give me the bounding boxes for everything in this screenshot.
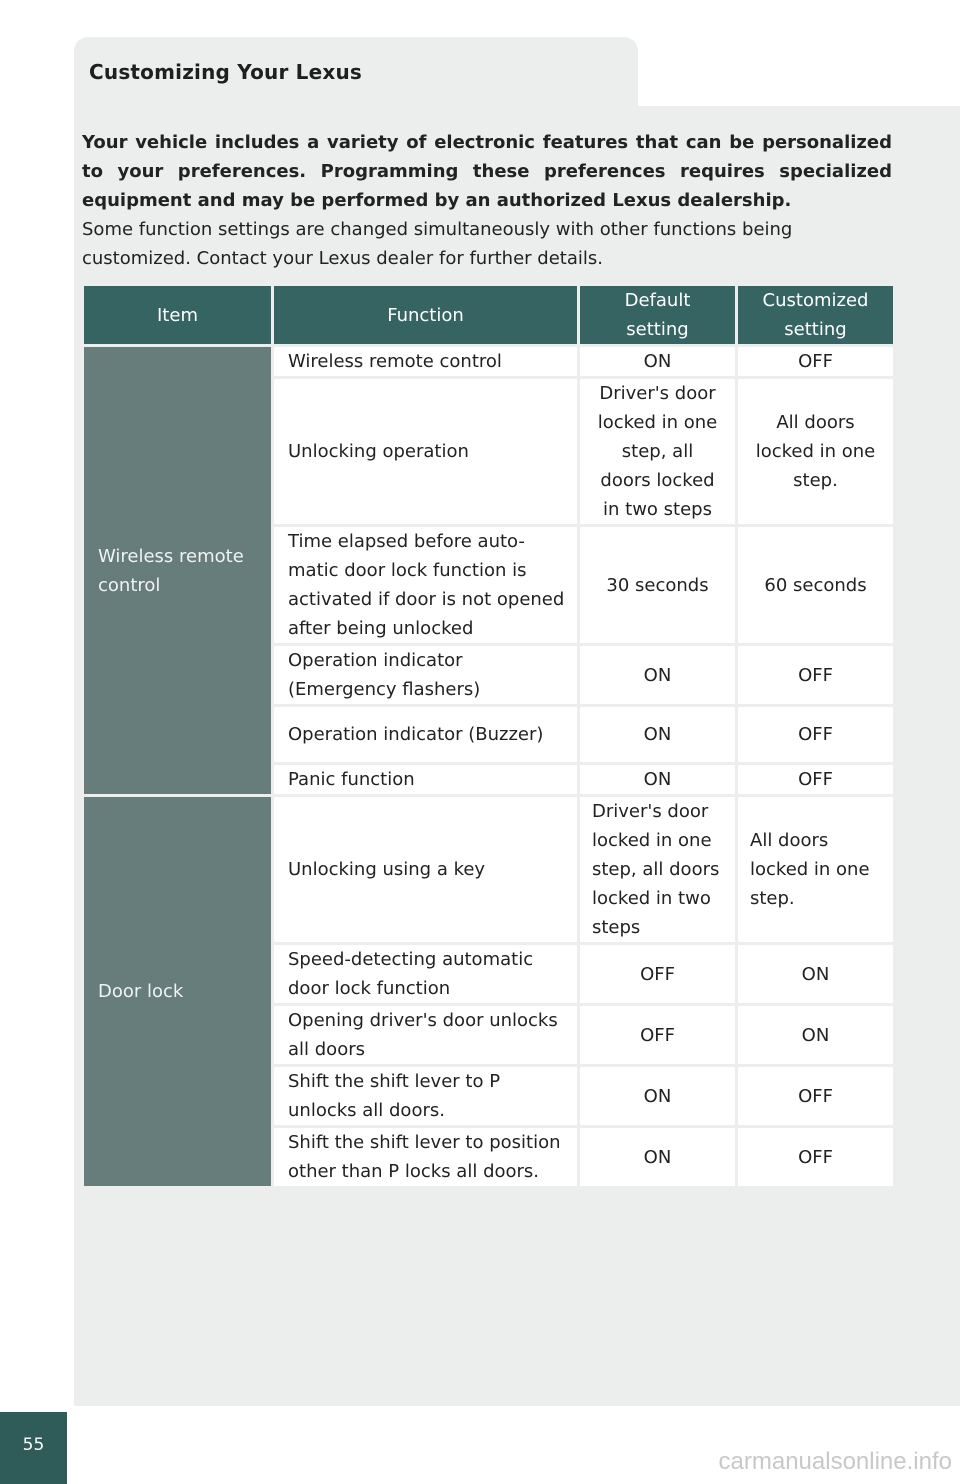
custom-cell: 60 seconds	[737, 526, 895, 645]
custom-cell: OFF	[737, 764, 895, 796]
default-cell: ON	[579, 706, 737, 764]
function-cell: Time elapsed before auto-matic door lock function is activated if door is not opened after being unlocked	[273, 526, 579, 645]
default-cell: Driver's door locked in one step, all doors locked in two steps	[579, 796, 737, 944]
header-default: Default setting	[579, 285, 737, 346]
custom-cell: OFF	[737, 1066, 895, 1127]
function-cell: Unlocking operation	[273, 378, 579, 526]
intro-bold-paragraph: Your vehicle includes a variety of electronic features that can be personalized to your preferences. Programming these preferences requires specialized equipment and may be performed by an authorized Lexus dealership.	[82, 132, 892, 211]
table-header-row	[83, 285, 895, 346]
table-row	[83, 346, 895, 378]
function-cell: Speed-detecting automatic door lock function	[273, 944, 579, 1005]
default-cell: OFF	[579, 944, 737, 1005]
default-cell: ON	[579, 1066, 737, 1127]
settings-table	[81, 283, 893, 1189]
section-title: Customizing Your Lexus	[89, 60, 363, 84]
function-cell: Shift the shift lever to position other than P locks all doors.	[273, 1127, 579, 1188]
default-cell: OFF	[579, 1005, 737, 1066]
function-cell: Shift the shift lever to P unlocks all doors.	[273, 1066, 579, 1127]
custom-cell: All doors locked in one step.	[737, 796, 895, 944]
custom-cell: OFF	[737, 1127, 895, 1188]
function-cell: Unlocking using a key	[273, 796, 579, 944]
page-number: 55	[0, 1412, 67, 1484]
default-cell: 30 seconds	[579, 526, 737, 645]
item-cell-door-lock: Door lock	[83, 796, 273, 1188]
watermark: carmanualsonline.info	[718, 1448, 952, 1475]
custom-cell: OFF	[737, 645, 895, 706]
custom-cell: OFF	[737, 706, 895, 764]
intro-paragraph: Some function settings are changed simultaneously with other functions being customized. Contact your Lexus dealer for further details.	[82, 219, 793, 269]
function-cell: Opening driver's door unlocks all doors	[273, 1005, 579, 1066]
header-customized: Customized setting	[737, 285, 895, 346]
item-cell-wireless: Wireless remote control	[83, 346, 273, 796]
function-cell: Wireless remote control	[273, 346, 579, 378]
default-cell: ON	[579, 346, 737, 378]
custom-cell: ON	[737, 944, 895, 1005]
default-cell: ON	[579, 645, 737, 706]
custom-cell: OFF	[737, 346, 895, 378]
default-cell: ON	[579, 764, 737, 796]
function-cell: Operation indicator (Buzzer)	[273, 706, 579, 764]
function-cell: Operation indicator (Emergency flashers)	[273, 645, 579, 706]
default-cell: ON	[579, 1127, 737, 1188]
header-item: Item	[83, 285, 273, 346]
table-row	[83, 796, 895, 944]
function-cell: Panic function	[273, 764, 579, 796]
custom-cell: ON	[737, 1005, 895, 1066]
header-function: Function	[273, 285, 579, 346]
custom-cell: All doors locked in one step.	[737, 378, 895, 526]
default-cell: Driver's door locked in one step, all doors locked in two steps	[579, 378, 737, 526]
